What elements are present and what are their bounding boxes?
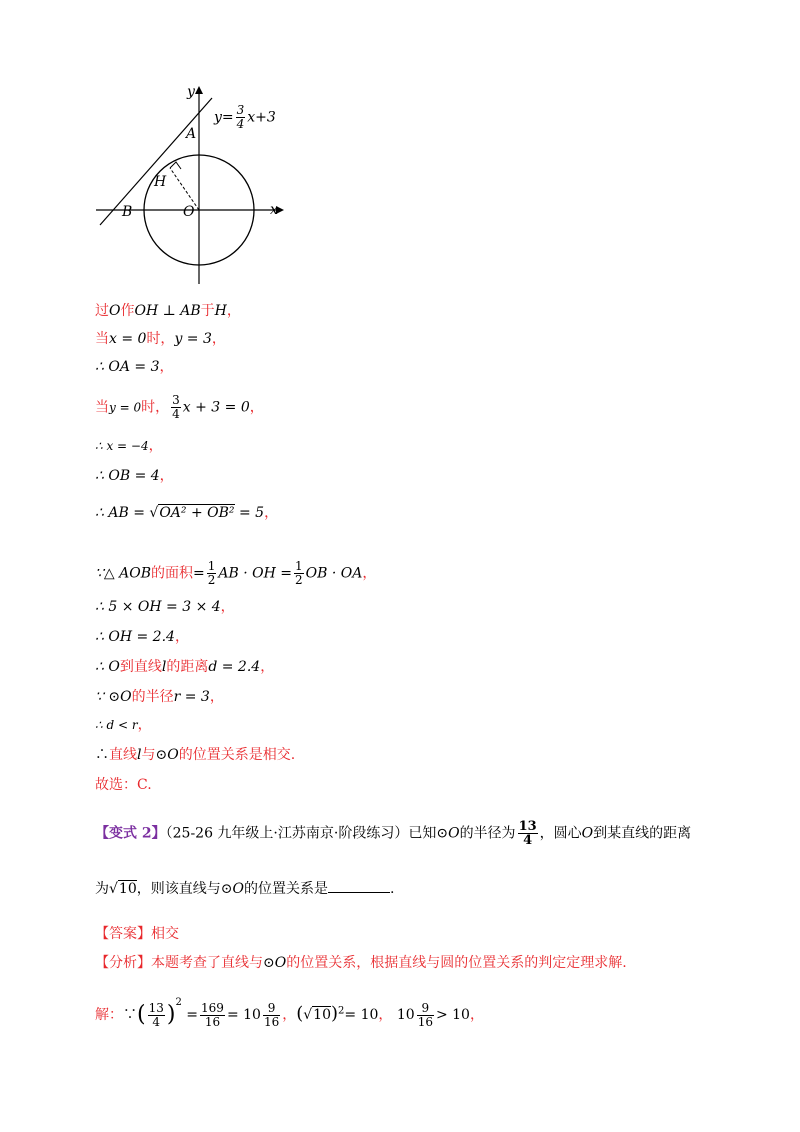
solution-line-4: 当y = 0时， $\frac{3}{4}$ x + 3 = 0， [95, 393, 264, 421]
point-h-label: H [154, 174, 167, 190]
y-axis-label: y [187, 84, 195, 100]
solution-line-11: ∴ O到直线l的距离d = 2.4， [95, 659, 275, 675]
solution-line-8: ∵△ AOB的面积= $\frac{1}{2}$ AB · OH = $\frac{1}{2}$ OB · OA， [95, 559, 377, 587]
jie-line: 解：∵( $\frac{13}{4}$ )$^2$ = $\frac{169}{16}$ = 10 $\frac{9}{16}$ ，$(√10)^2= 10$， 10 $\frac{9}{16}$ > 10， [95, 997, 484, 1029]
answer-blank [328, 880, 390, 893]
geometry-figure [90, 82, 290, 292]
line-equation: y= $\frac{3}{4}$ x+3 [214, 103, 276, 131]
variant-question-line-1: 【变式 2】（25-26 九年级上·江苏南京·阶段练习）已知⊙O的半径为 $\frac{13}{4}$ ，圆心O到某直线的距离 [95, 819, 692, 848]
solution-line-13: ∴ d < r， [95, 717, 152, 733]
analysis-line: 【分析】本题考查了直线与⊙O的位置关系，根据直线与圆的位置关系的判定定理求解. [95, 955, 627, 971]
point-b-label: B [122, 204, 133, 220]
line-ab [100, 98, 212, 225]
solution-line-2: 当x = 0时，y = 3， [95, 331, 226, 347]
solution-line-12: ∵ ⊙O的半径r = 3， [95, 689, 224, 705]
answer-line: 【答案】相交 [95, 926, 179, 942]
solution-line-3: ∴ OA = 3， [95, 359, 174, 375]
y-axis-arrow [195, 86, 203, 94]
variant-question-line-2: 为√10，则该直线与⊙O的位置关系是 . [95, 881, 395, 897]
solution-line-6: ∴ OB = 4， [95, 468, 174, 484]
x-axis-label: x [270, 202, 278, 218]
right-angle-mark [170, 162, 181, 169]
solution-line-10: ∴ OH = 2.4， [95, 629, 189, 645]
solution-line-5: ∴ x = −4， [95, 438, 163, 454]
variant-tag: 【变式 2】 [95, 825, 166, 842]
solution-line-7: ∴ AB = √OA² + OB² = 5， [95, 505, 279, 521]
point-a-label: A [186, 126, 197, 142]
solution-line-14: ∴直线l与⊙O的位置关系是相交. [95, 747, 296, 763]
solution-line-15: 故选：C. [95, 777, 152, 793]
solution-line-9: ∴ 5 × OH = 3 × 4， [95, 599, 235, 615]
point-o-label: O [183, 204, 195, 220]
solution-line-1: 过O作OH ⊥ AB于H， [95, 303, 241, 319]
